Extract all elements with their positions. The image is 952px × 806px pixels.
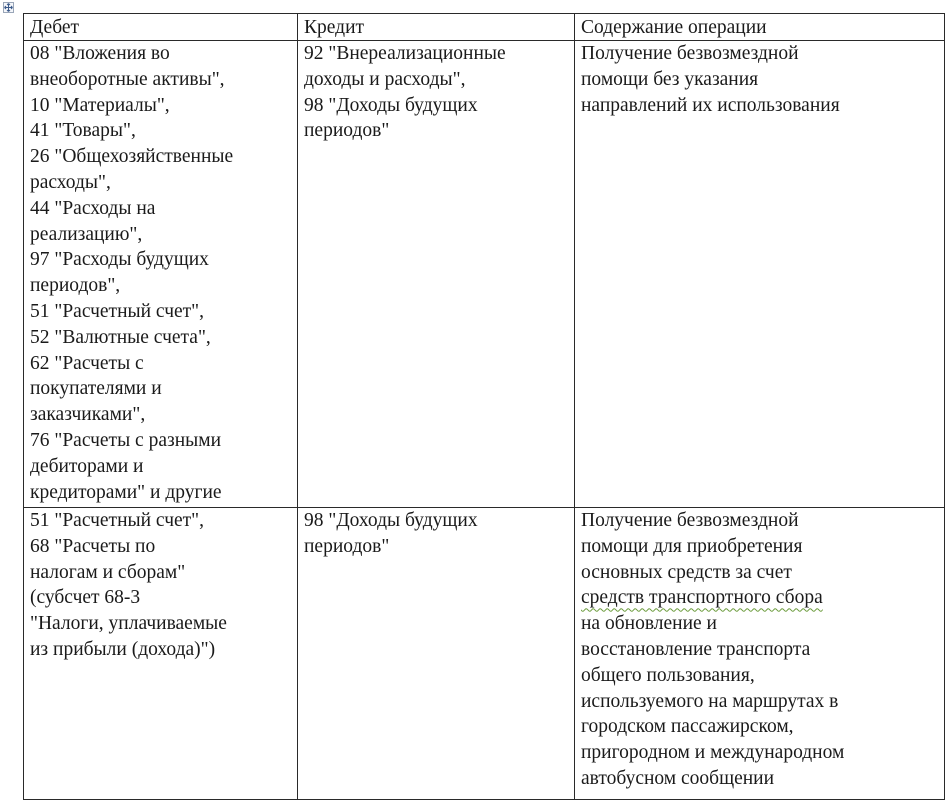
cell-line: 92 "Внереализационные <box>304 43 506 64</box>
cell-line: помощи без указания <box>581 68 759 90</box>
cell-line: 44 "Расходы на <box>30 197 156 219</box>
cell-line: 97 "Расходы будущих <box>30 249 209 271</box>
move-arrows-icon <box>4 3 13 12</box>
debit-cell[interactable] <box>24 508 298 800</box>
cell-line: 98 "Доходы будущих <box>304 94 478 116</box>
cell-line: используемого на маршрутах в <box>581 690 839 712</box>
credit-cell[interactable] <box>298 508 575 800</box>
cell-line: (субсчет 68-3 <box>30 587 141 609</box>
cell-line: 51 "Расчетный счет", <box>30 300 205 322</box>
cell-line: "Налоги, уплачиваемые <box>30 613 227 635</box>
cell-line: помощи для приобретения <box>581 535 803 557</box>
header-row <box>24 14 945 41</box>
cell-line: 10 "Материалы", <box>30 94 170 116</box>
header-description[interactable]: Содержание операции <box>575 14 945 41</box>
cell-line: 98 "Доходы будущих <box>304 510 478 531</box>
cell-line: периодов" <box>304 120 390 142</box>
cell-line: периодов" <box>304 535 390 557</box>
description-cell[interactable] <box>575 41 945 508</box>
cell-line: основных средств за счет <box>581 561 792 583</box>
cell-line: заказчиками", <box>30 404 146 426</box>
cell-line: 76 "Расчеты с разными <box>30 429 222 451</box>
cell-line: 26 "Общехозяйственные <box>30 146 234 168</box>
cell-line-spellcheck: средств транспортного сбора <box>581 587 823 609</box>
cell-line: дебиторами и <box>30 455 144 477</box>
table-row <box>24 41 945 508</box>
operations-table <box>23 13 945 800</box>
table-row <box>24 508 945 800</box>
cell-line: общего пользования, <box>581 664 755 686</box>
cell-line: 08 "Вложения во <box>30 43 170 64</box>
debit-cell[interactable] <box>24 41 298 508</box>
description-cell[interactable] <box>575 508 945 800</box>
cell-line: 52 "Валютные счета", <box>30 326 211 348</box>
cell-line: Получение безвозмездной <box>581 510 799 531</box>
cell-line: реализацию", <box>30 223 143 245</box>
cell-line: доходы и расходы", <box>304 68 466 90</box>
header-credit[interactable]: Кредит <box>298 14 575 41</box>
header-debit[interactable]: Дебет <box>24 14 298 41</box>
cell-line: на обновление и <box>581 613 717 635</box>
cell-line: налогам и сборам" <box>30 561 186 583</box>
cell-line: из прибыли (дохода)") <box>30 638 216 660</box>
credit-cell[interactable] <box>298 41 575 508</box>
cell-line: автобусном сообщении <box>581 767 775 789</box>
cell-line: 41 "Товары", <box>30 120 136 142</box>
table-move-handle-icon[interactable] <box>3 2 14 13</box>
cell-line: направлений их использования <box>581 94 840 116</box>
cell-line: пригородном и международном <box>581 742 845 764</box>
cell-line: 51 "Расчетный счет", <box>30 510 205 531</box>
cell-line: покупателями и <box>30 378 162 400</box>
cell-line: городском пассажирском, <box>581 716 794 738</box>
cell-line: расходы", <box>30 171 111 193</box>
cell-line: 62 "Расчеты с <box>30 352 144 374</box>
cell-line: периодов", <box>30 275 121 297</box>
cell-line: внеоборотные активы", <box>30 68 225 90</box>
cell-line: восстановление транспорта <box>581 638 811 660</box>
cell-line: кредиторами" и другие <box>30 481 222 503</box>
cell-line: Получение безвозмездной <box>581 43 799 64</box>
cell-line: 68 "Расчеты по <box>30 535 156 557</box>
